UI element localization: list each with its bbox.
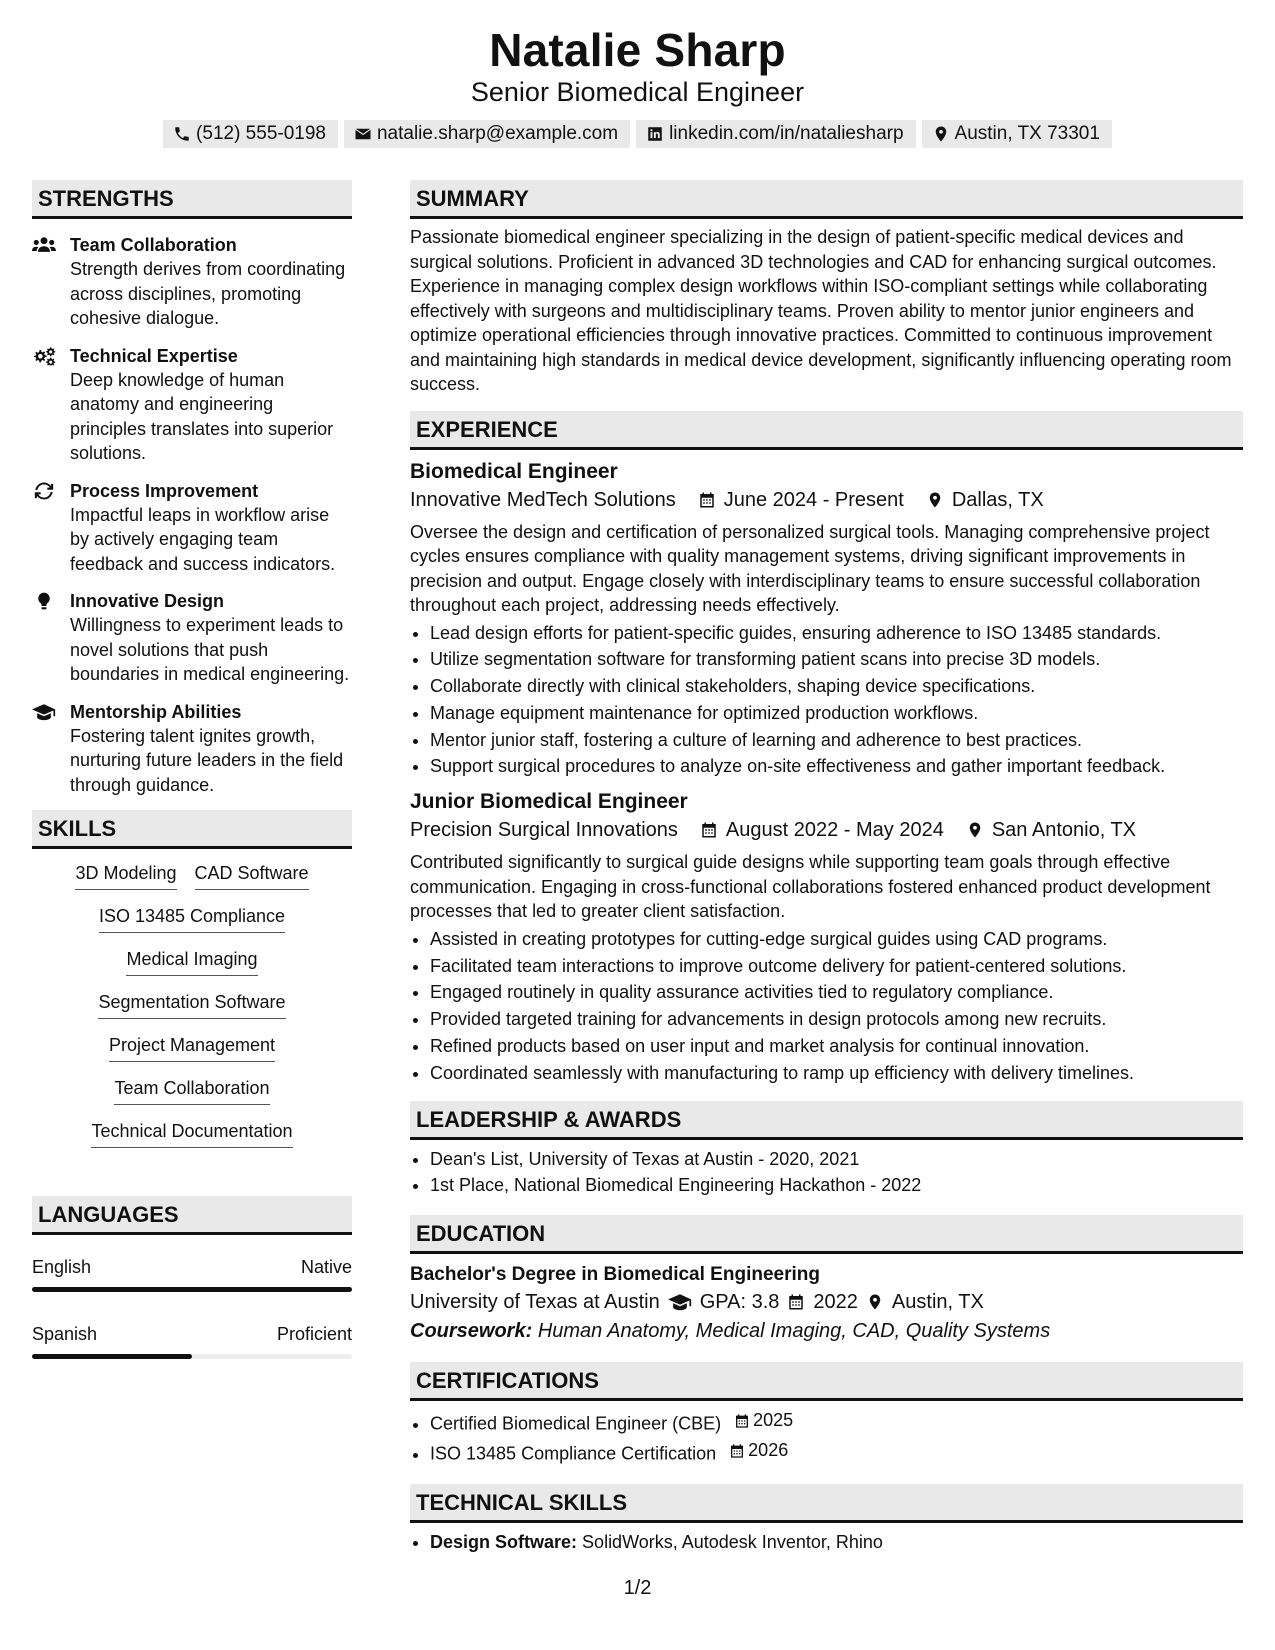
job-bullet: • Collaborate directly with clinical stakeholders, shaping device specifications.: [430, 673, 1243, 700]
strength-title: Team Collaboration: [70, 235, 237, 255]
contact-location: [922, 120, 1112, 148]
certification-item: [430, 1437, 1243, 1467]
technical-skill-label: Design Software:: [430, 1531, 578, 1552]
job-dates: June 2024 - Present: [723, 488, 904, 511]
right-column: [410, 180, 1243, 1555]
skill-tag: Medical Imaging: [126, 947, 257, 976]
location-icon: [966, 820, 984, 840]
graduation-cap-icon: [32, 702, 56, 722]
job-entry: [410, 458, 1243, 781]
certification-year: 2026: [748, 1440, 789, 1461]
technical-skills-list: [430, 1529, 1243, 1556]
education-heading: EDUCATION: [410, 1215, 1243, 1254]
job-bullet: • Provided targeted training for advancements in design protocols among new recruits.: [430, 1006, 1243, 1033]
job-company: Precision Surgical Innovations: [410, 819, 678, 842]
award-item: • Dean's List, University of Texas at Austin - 2020, 2021: [430, 1146, 1243, 1173]
job-bullet: • Manage equipment maintenance for optimized production workflows.: [430, 700, 1243, 727]
job-summary: Oversee the design and certification of personalized surgical tools. Managing comprehensive project cycles ensures compliance with quality management systems, driving significant improvements in precision and output. Engage closely with interdisciplinary teams to ensure successful collaboration throughout each project, addressing needs effectively.: [410, 521, 1210, 615]
contact-email[interactable]: [344, 120, 630, 148]
leadership-heading: LEADERSHIP & AWARDS: [410, 1101, 1243, 1140]
language-bar-fill: [32, 1287, 352, 1292]
job-bullet: • Refined products based on user input and market analysis for continual innovation.: [430, 1033, 1243, 1060]
coursework-text: Human Anatomy, Medical Imaging, CAD, Quality Systems: [537, 1320, 1051, 1343]
graduation-cap-icon: [668, 1292, 692, 1312]
strength-item: [32, 479, 352, 577]
location-icon: [932, 125, 950, 143]
calendar-icon: [698, 490, 716, 510]
calendar-icon: [734, 1412, 750, 1430]
location-icon: [866, 1292, 884, 1312]
strengths-list: [32, 233, 352, 797]
job-location: San Antonio, TX: [991, 819, 1137, 842]
email-text: natalie.sharp@example.com: [376, 123, 619, 144]
job-bullet: • Facilitated team interactions to improve outcome delivery for patient-centered solutions.: [430, 953, 1243, 980]
linkedin-icon: [646, 125, 664, 143]
coursework-label: Coursework:: [410, 1320, 533, 1343]
language-item: [32, 1322, 352, 1359]
resume-header: [0, 0, 1275, 148]
job-bullet: • Mentor junior staff, fostering a culture of learning and adherence to best practices.: [430, 727, 1243, 754]
job-summary: Contributed significantly to surgical guide designs while supporting team goals through effective communication. Engaging in cross-functional collaborations fostered enhanced product development processes that led to greater client satisfaction.: [410, 852, 1211, 922]
certifications-list: [430, 1407, 1243, 1467]
language-bar: [32, 1354, 352, 1359]
contact-row: [0, 120, 1275, 148]
contact-linkedin[interactable]: [636, 120, 915, 148]
strength-desc: Willingness to experiment leads to novel solutions that push boundaries in medical engineering.: [70, 615, 350, 684]
language-name: Spanish: [32, 1324, 98, 1344]
email-icon: [354, 125, 372, 143]
job-bullet: • Lead design efforts for patient-specific guides, ensuring adherence to ISO 13485 standards.: [430, 620, 1243, 647]
summary-heading: SUMMARY: [410, 180, 1243, 219]
skill-tag: ISO 13485 Compliance: [99, 904, 285, 933]
lightbulb-icon: [32, 591, 56, 611]
sync-icon: [32, 481, 56, 501]
strength-desc: Strength derives from coordinating across disciplines, promoting cohesive dialogue.: [70, 259, 346, 328]
users-icon: [32, 235, 56, 255]
job-meta: [410, 816, 1243, 844]
strength-title: Mentorship Abilities: [70, 701, 242, 722]
skill-tag: Project Management: [109, 1033, 275, 1062]
strength-title: Process Improvement: [70, 480, 259, 501]
location-text: Austin, TX 73301: [954, 123, 1100, 144]
certification-name: ISO 13485 Compliance Certification: [430, 1443, 717, 1464]
language-bar: [32, 1287, 352, 1292]
language-item: [32, 1255, 352, 1292]
language-level: Native: [300, 1257, 352, 1277]
certification-name: Certified Biomedical Engineer (CBE): [430, 1413, 722, 1434]
strength-desc: Deep knowledge of human anatomy and engineering principles translates into superior solutions.: [70, 369, 334, 463]
education-meta: [410, 1288, 1243, 1316]
summary-text: Passionate biomedical engineer specializing in the design of patient-specific medical devices and surgical solutions. Proficient in advanced 3D technologies and CAD for enhancing surgical outcomes. Experience in managing complex design workflows within ISO-compliant settings while collaborating effectively with surgeons and multidisciplinary teams. Proven ability to mentor junior engineers and optimize operational efficiencies through innovative practices. Committed to continuous improvement and maintaining high standards in medical device development, significantly influencing operating room success.: [410, 227, 1232, 394]
strength-item: [32, 700, 352, 798]
gpa: GPA: 3.8: [699, 1291, 780, 1314]
skill-tag: Segmentation Software: [98, 990, 285, 1019]
degree-title: Bachelor's Degree in Biomedical Engineering: [410, 1264, 820, 1286]
location-icon: [926, 490, 944, 510]
technical-skill-item: [430, 1529, 1243, 1556]
language-bar-fill: [32, 1354, 192, 1359]
calendar-icon: [729, 1442, 745, 1460]
contact-phone[interactable]: [163, 120, 338, 148]
skills-heading: SKILLS: [32, 810, 352, 849]
graduation-year: 2022: [813, 1291, 858, 1314]
skill-tag: Team Collaboration: [114, 1076, 269, 1105]
job-bullets: [430, 926, 1243, 1087]
phone-text: (512) 555-0198: [196, 123, 326, 144]
phone-icon: [173, 125, 191, 143]
strength-desc: Fostering talent ignites growth, nurturing future leaders in the field through guidance.: [70, 725, 344, 795]
job-company: Innovative MedTech Solutions: [410, 488, 676, 511]
job-bullets: [430, 620, 1243, 781]
skills-list: [32, 861, 352, 1148]
award-item: • 1st Place, National Biomedical Engineering Hackathon - 2022: [430, 1172, 1243, 1199]
skill-tag: Technical Documentation: [91, 1119, 292, 1148]
education-location: Austin, TX: [891, 1291, 984, 1314]
skill-tag: 3D Modeling: [75, 861, 176, 890]
strength-title: Technical Expertise: [70, 345, 238, 366]
job-bullet: • Utilize segmentation software for transforming patient scans into precise 3D models.: [430, 646, 1243, 673]
skill-tag: CAD Software: [195, 861, 309, 890]
job-bullet: • Assisted in creating prototypes for cutting-edge surgical guides using CAD programs.: [430, 926, 1243, 953]
linkedin-text: linkedin.com/in/nataliesharp: [669, 123, 904, 144]
job-entry: [410, 788, 1243, 1086]
technical-skills-heading: TECHNICAL SKILLS: [410, 1484, 1243, 1523]
calendar-icon: [787, 1292, 805, 1312]
job-location: Dallas, TX: [951, 488, 1044, 511]
language-name: English: [32, 1257, 92, 1277]
job-dates: August 2022 - May 2024: [725, 819, 944, 842]
coursework: [410, 1316, 1243, 1346]
job-title: Biomedical Engineer: [410, 459, 618, 483]
strength-desc: Impactful leaps in workflow arise by actively engaging team feedback and success indicators.: [70, 504, 336, 574]
job-bullet: • Coordinated seamlessly with manufacturing to ramp up efficiency with delivery timelines.: [430, 1060, 1243, 1087]
certification-item: [430, 1407, 1243, 1437]
page-number: 1/2: [623, 1577, 652, 1599]
calendar-icon: [700, 820, 718, 840]
left-column: [32, 180, 352, 1359]
school-name: University of Texas at Austin: [410, 1291, 660, 1314]
technical-skill-value: SolidWorks, Autodesk Inventor, Rhino: [582, 1531, 883, 1552]
languages-heading: LANGUAGES: [32, 1196, 352, 1235]
job-bullet: • Support surgical procedures to analyze on-site effectiveness and gather important feedback.: [430, 753, 1243, 780]
job-bullet: • Engaged routinely in quality assurance activities tied to regulatory compliance.: [430, 979, 1243, 1006]
strength-item: [32, 589, 352, 687]
candidate-title: Senior Biomedical Engineer: [470, 77, 805, 107]
job-title: Junior Biomedical Engineer: [410, 790, 688, 814]
strength-item: [32, 344, 352, 466]
certification-year: 2025: [753, 1410, 794, 1431]
strengths-heading: STRENGTHS: [32, 180, 352, 219]
job-meta: [410, 486, 1243, 514]
language-level: Proficient: [276, 1324, 352, 1344]
certifications-heading: CERTIFICATIONS: [410, 1362, 1243, 1401]
experience-heading: EXPERIENCE: [410, 411, 1243, 450]
leadership-list: [430, 1146, 1243, 1200]
strength-title: Innovative Design: [70, 591, 225, 611]
candidate-name: Natalie Sharp: [489, 24, 786, 76]
gears-icon: [32, 346, 56, 366]
strength-item: [32, 233, 352, 331]
